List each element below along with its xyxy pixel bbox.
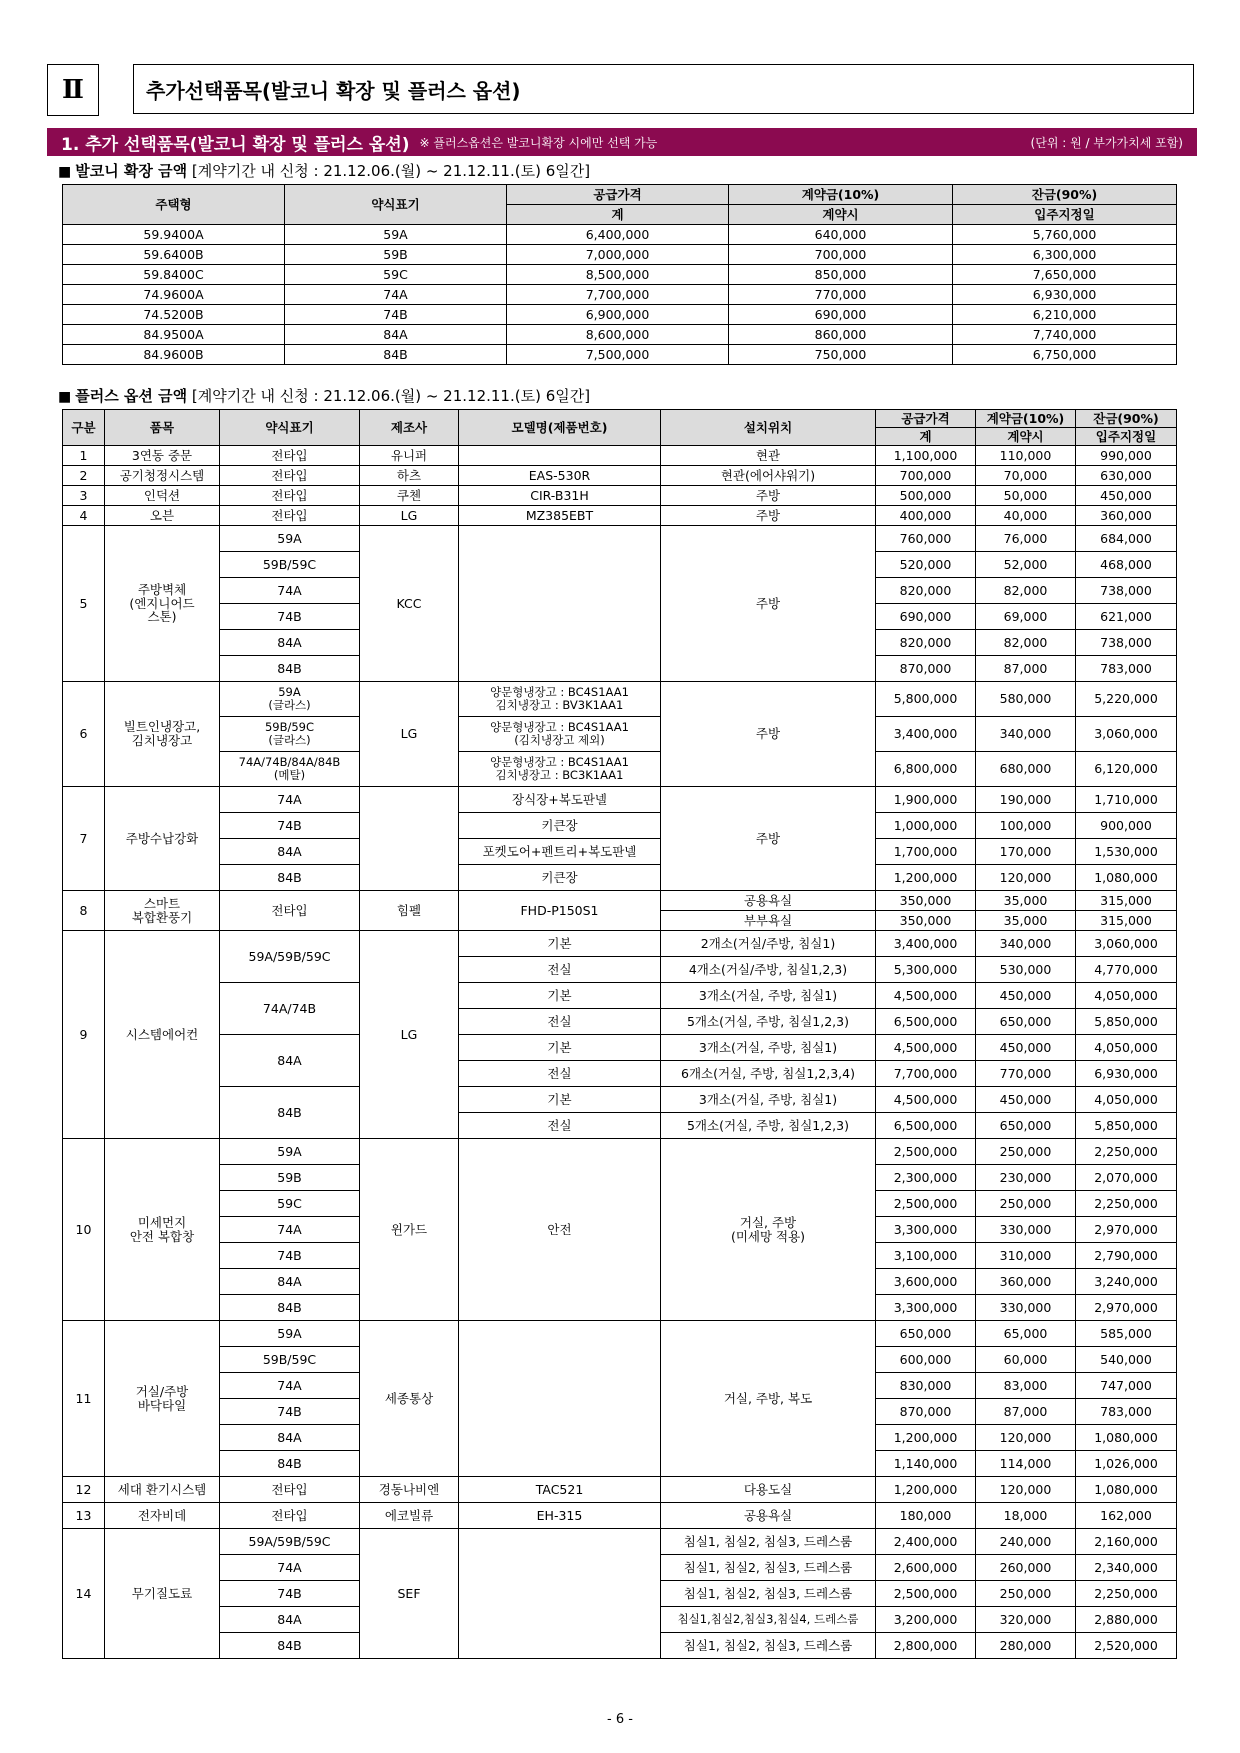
table-row: 전실 5개소(거실, 주방, 침실1,2,3) 6,500,000 650,000 5,850,000 <box>63 1113 1177 1139</box>
table-row: 74A/74B 기본 3개소(거실, 주방, 침실1) 4,500,000 450,000 4,050,000 <box>63 983 1177 1009</box>
table-row: 2 공기청정시스템 전타입 하츠 EAS-530R 현관(에어샤워기) 700,000 70,000 630,000 <box>63 466 1177 486</box>
table-row: 84B 침실1, 침실2, 침실3, 드레스룸 2,800,000 280,000 2,520,000 <box>63 1633 1177 1659</box>
bar-note: ※ 플러스옵션은 발코니확장 시에만 선택 가능 <box>419 135 658 150</box>
table-row: 59B 2,300,000 230,000 2,070,000 <box>63 1165 1177 1191</box>
table-row: 4 오븐 전타입 LG MZ385EBT 주방 400,000 40,000 360,000 <box>63 506 1177 526</box>
page-number: - 6 - <box>607 1712 633 1727</box>
table-row: 59C 2,500,000 250,000 2,250,000 <box>63 1191 1177 1217</box>
table-row: 59.6400B 59B 7,000,000 700,000 6,300,000 <box>63 245 1177 265</box>
balcony-table: 주택형 약식표기 공급가격 계약금(10%) 잔금(90%) 계 계약시 입주지정일 59.9400A 59A 6,400,000 640,000 5,760,000 59.6400B 59B 7,000,000 700,000 6,300,000 59.8400C 59C 8,500,000 850,000 7,650,000 74.9600A 74A 7,700,000 770,000 6,930,000 74.5200B 74B 6,900,000 690,000 6,210,000 84.9500A 84A 8,600,000 860,000 7,740,000 84.9600B 84B 7,500,000 750,000 6,750,000 <box>62 184 1177 365</box>
table-row: 74B 키큰장 1,000,000 100,000 900,000 <box>63 813 1177 839</box>
table-row: 12 세대 환기시스템 전타입 경동나비엔 TAC521 다용도실 1,200,000 120,000 1,080,000 <box>63 1477 1177 1503</box>
plus-heading: ■ 플러스 옵션 금액 [계약기간 내 신청 : 21.12.06.(월) ~ 21.12.11.(토) 6일간] <box>58 387 591 405</box>
table-row: 13 전자비데 전타입 에코빌류 EH-315 공용욕실 180,000 18,000 162,000 <box>63 1503 1177 1529</box>
table-row: 14 무기질도료 59A/59B/59C SEF 침실1, 침실2, 침실3, 드레스룸 2,400,000 240,000 2,160,000 <box>63 1529 1177 1555</box>
table-row: 74.9600A 74A 7,700,000 770,000 6,930,000 <box>63 285 1177 305</box>
table-row: 74B 690,000 69,000 621,000 <box>63 604 1177 630</box>
table-row: 74B 870,000 87,000 783,000 <box>63 1399 1177 1425</box>
table-row: 84B 1,140,000 114,000 1,026,000 <box>63 1451 1177 1477</box>
table-row: 84A 3,600,000 360,000 3,240,000 <box>63 1269 1177 1295</box>
table-row: 부부욕실 350,000 35,000 315,000 <box>63 911 1177 931</box>
table-row: 84.9500A 84A 8,600,000 860,000 7,740,000 <box>63 325 1177 345</box>
table-row: 7 주방수납강화 74A 장식장+복도판넬 주방 1,900,000 190,000 1,710,000 <box>63 787 1177 813</box>
title-bar <box>47 128 1197 156</box>
balcony-heading: ■ 발코니 확장 금액 [계약기간 내 신청 : 21.12.06.(월) ~ 21.12.11.(토) 6일간] <box>58 162 591 180</box>
table-row: 59.9400A 59A 6,400,000 640,000 5,760,000 <box>63 225 1177 245</box>
table-row: 84A 1,200,000 120,000 1,080,000 <box>63 1425 1177 1451</box>
bar-unit: (단위 : 원 / 부가가치세 포함) <box>1030 135 1183 150</box>
table-row: 1 3연동 중문 전타입 유니퍼 현관 1,100,000 110,000 990,000 <box>63 446 1177 466</box>
table-row: 84B 3,300,000 330,000 2,970,000 <box>63 1295 1177 1321</box>
table-row: 9 시스템에어컨 59A/59B/59C LG 기본 2개소(거실/주방, 침실1) 3,400,000 340,000 3,060,000 <box>63 931 1177 957</box>
table-row: 84B 870,000 87,000 783,000 <box>63 656 1177 682</box>
table-row: 전실 6개소(거실, 주방, 침실1,2,3,4) 7,700,000 770,000 6,930,000 <box>63 1061 1177 1087</box>
table-row: 전실 5개소(거실, 주방, 침실1,2,3) 6,500,000 650,000 5,850,000 <box>63 1009 1177 1035</box>
table-row: 74A/74B/84A/84B (메탈) 양문형냉장고 : BC4S1AA1 김치냉장고 : BC3K1AA1 6,800,000 680,000 6,120,000 <box>63 752 1177 787</box>
section-title: 추가선택품목(발코니 확장 및 플러스 옵션) <box>133 64 1194 114</box>
table-row: 59B/59C 520,000 52,000 468,000 <box>63 552 1177 578</box>
table-row: 74B 3,100,000 310,000 2,790,000 <box>63 1243 1177 1269</box>
plus-option-table: 구분 품목 약식표기 제조사 모델명(제품번호) 설치위치 공급가격 계약금(10%) 잔금(90%) 계 계약시 입주지정일 1 3연동 중문 전타입 유니퍼 현관 1,100,000 110,000 990,000 2 공기청정시스템 전타입 하츠 EAS-530R 현관(에어샤워기) 700,000 70,000 630,000 3 인덕션 전타입 쿠첸 CIR-B31H 주방 500,000 50,000 450,000 4 오븐 전타입 LG MZ385EBT 주방 400,000 40,000 360,000 5 주방벽체 (엔지니어드 스톤) 59A KCC 주방 760,000 76,000 684,000 59B/59C 520,000 52,000 468,000 74A 820,000 82,000 738,000 74B 690,000 69,000 621,000 84A 820,000 82,000 738,000 84B 870,000 87,000 783,000 6 빌트인냉장고, 김치냉장고 59A (글라스) LG 양문형냉장고 : BC4S1AA1 김치냉장고 : BV3K1AA1 주방 5,800,000 580,000 5,220,000 59B/59C (글라스) 양문형냉장고 : BC4S1AA1 (김치냉장고 제외) 3,400,000 340,000 3,060,000 74A/74B/84A/84B (메탈) 양문형냉장고 : BC4S1AA1 김치냉장고 : BC3K1AA1 6,800,000 680,000 6,120,000 7 주방수납강화 74A 장식장+복도판넬 주방 1,900,000 190,000 1,710,000 74B 키큰장 1,000,000 100,000 900,000 84A 포켓도어+펜트리+복도판넬 1,700,000 170,000 1,530,000 84B 키큰장 1,200,000 120,000 1,080,000 8 스마트 복합환풍기 전타입 힘펠 FHD-P150S1 공용욕실 350,000 35,000 315,000 부부욕실 350,000 35,000 315,000 9 시스템에어컨 59A/59B/59C LG 기본 2개소(거실/주방, 침실1) 3,400,000 340,000 3,060,000 전실 4개소(거실/주방, 침실1,2,3) 5,300,000 530,000 4,770,000 74A/74B 기본 3개소(거실, 주방, 침실1) 4,500,000 450,000 4,050,000 전실 5개소(거실, 주방, 침실1,2,3) 6,500,000 650,000 5,850,000 84A 기본 3개소(거실, 주방, 침실1) 4,500,000 450,000 4,050,000 전실 6개소(거실, 주방, 침실1,2,3,4) 7,700,000 770,000 6,930,000 84B 기본 3개소(거실, 주방, 침실1) 4,500,000 450,000 4,050,000 전실 5개소(거실, 주방, 침실1,2,3) 6,500,000 650,000 5,850,000 10 미세먼지 안전 복합창 59A 윈가드 안전 거실, 주방 (미세망 적용) 2,500,000 250,000 2,250,000 59B 2,300,000 230,000 2,070,000 59C 2,500,000 250,000 2,250,000 74A 3,300,000 330,000 2,970,000 74B 3,100,000 310,000 2,790,000 84A 3,600,000 360,000 3,240,000 84B 3,300,000 330,000 2,970,000 11 거실/주방 바닥타일 59A 세종통상 거실, 주방, 복도 650,000 65,000 585,000 59B/59C 600,000 60,000 540,000 74A 830,000 83,000 747,000 74B 870,000 87,000 783,000 84A 1,200,000 120,000 1,080,000 84B 1,140,000 114,000 1,026,000 12 세대 환기시스템 전타입 경동나비엔 TAC521 다용도실 1,200,000 120,000 1,080,000 13 전자비데 전타입 에코빌류 EH-315 공용욕실 180,000 18,000 162,000 14 무기질도료 59A/59B/59C SEF 침실1, 침실2, 침실3, 드레스룸 2,400,000 240,000 2,160,000 74A 침실1, 침실2, 침실3, 드레스룸 2,600,000 260,000 2,340,000 74B 침실1, 침실2, 침실3, 드레스룸 2,500,000 250,000 2,250,000 84A 침실1,침실2,침실3,침실4, 드레스룸 3,200,000 320,000 2,880,000 84B 침실1, 침실2, 침실3, 드레스룸 2,800,000 280,000 2,520,000 <box>62 409 1177 1659</box>
table-row: 84A 기본 3개소(거실, 주방, 침실1) 4,500,000 450,000 4,050,000 <box>63 1035 1177 1061</box>
table-row: 10 미세먼지 안전 복합창 59A 윈가드 안전 거실, 주방 (미세망 적용) 2,500,000 250,000 2,250,000 <box>63 1139 1177 1165</box>
square-bullet-icon: ■ <box>58 164 72 180</box>
table-row: 84B 키큰장 1,200,000 120,000 1,080,000 <box>63 865 1177 891</box>
table-row: 5 주방벽체 (엔지니어드 스톤) 59A KCC 주방 760,000 76,000 684,000 <box>63 526 1177 552</box>
square-bullet-icon: ■ <box>58 389 72 405</box>
table-row: 59B/59C 600,000 60,000 540,000 <box>63 1347 1177 1373</box>
table-row: 6 빌트인냉장고, 김치냉장고 59A (글라스) LG 양문형냉장고 : BC4S1AA1 김치냉장고 : BV3K1AA1 주방 5,800,000 580,000 5,220,000 <box>63 682 1177 717</box>
table-row: 84A 820,000 82,000 738,000 <box>63 630 1177 656</box>
table-row: 74.5200B 74B 6,900,000 690,000 6,210,000 <box>63 305 1177 325</box>
table-row: 59B/59C (글라스) 양문형냉장고 : BC4S1AA1 (김치냉장고 제외) 3,400,000 340,000 3,060,000 <box>63 717 1177 752</box>
table-row: 74A 820,000 82,000 738,000 <box>63 578 1177 604</box>
table-row: 74A 침실1, 침실2, 침실3, 드레스룸 2,600,000 260,000 2,340,000 <box>63 1555 1177 1581</box>
bar-title: 1. 추가 선택품목(발코니 확장 및 플러스 옵션) <box>61 134 410 155</box>
table-row: 84B 기본 3개소(거실, 주방, 침실1) 4,500,000 450,000 4,050,000 <box>63 1087 1177 1113</box>
table-row: 59.8400C 59C 8,500,000 850,000 7,650,000 <box>63 265 1177 285</box>
table-row: 84A 침실1,침실2,침실3,침실4, 드레스룸 3,200,000 320,000 2,880,000 <box>63 1607 1177 1633</box>
table-row: 84.9600B 84B 7,500,000 750,000 6,750,000 <box>63 345 1177 365</box>
table-row: 74A 3,300,000 330,000 2,970,000 <box>63 1217 1177 1243</box>
table-row: 84A 포켓도어+펜트리+복도판넬 1,700,000 170,000 1,530,000 <box>63 839 1177 865</box>
section-number: Ⅱ <box>47 64 99 116</box>
table-row: 전실 4개소(거실/주방, 침실1,2,3) 5,300,000 530,000 4,770,000 <box>63 957 1177 983</box>
table-row: 74B 침실1, 침실2, 침실3, 드레스룸 2,500,000 250,000 2,250,000 <box>63 1581 1177 1607</box>
table-row: 8 스마트 복합환풍기 전타입 힘펠 FHD-P150S1 공용욕실 350,000 35,000 315,000 <box>63 891 1177 911</box>
table-row: 3 인덕션 전타입 쿠첸 CIR-B31H 주방 500,000 50,000 450,000 <box>63 486 1177 506</box>
table-row: 11 거실/주방 바닥타일 59A 세종통상 거실, 주방, 복도 650,000 65,000 585,000 <box>63 1321 1177 1347</box>
table-row: 74A 830,000 83,000 747,000 <box>63 1373 1177 1399</box>
